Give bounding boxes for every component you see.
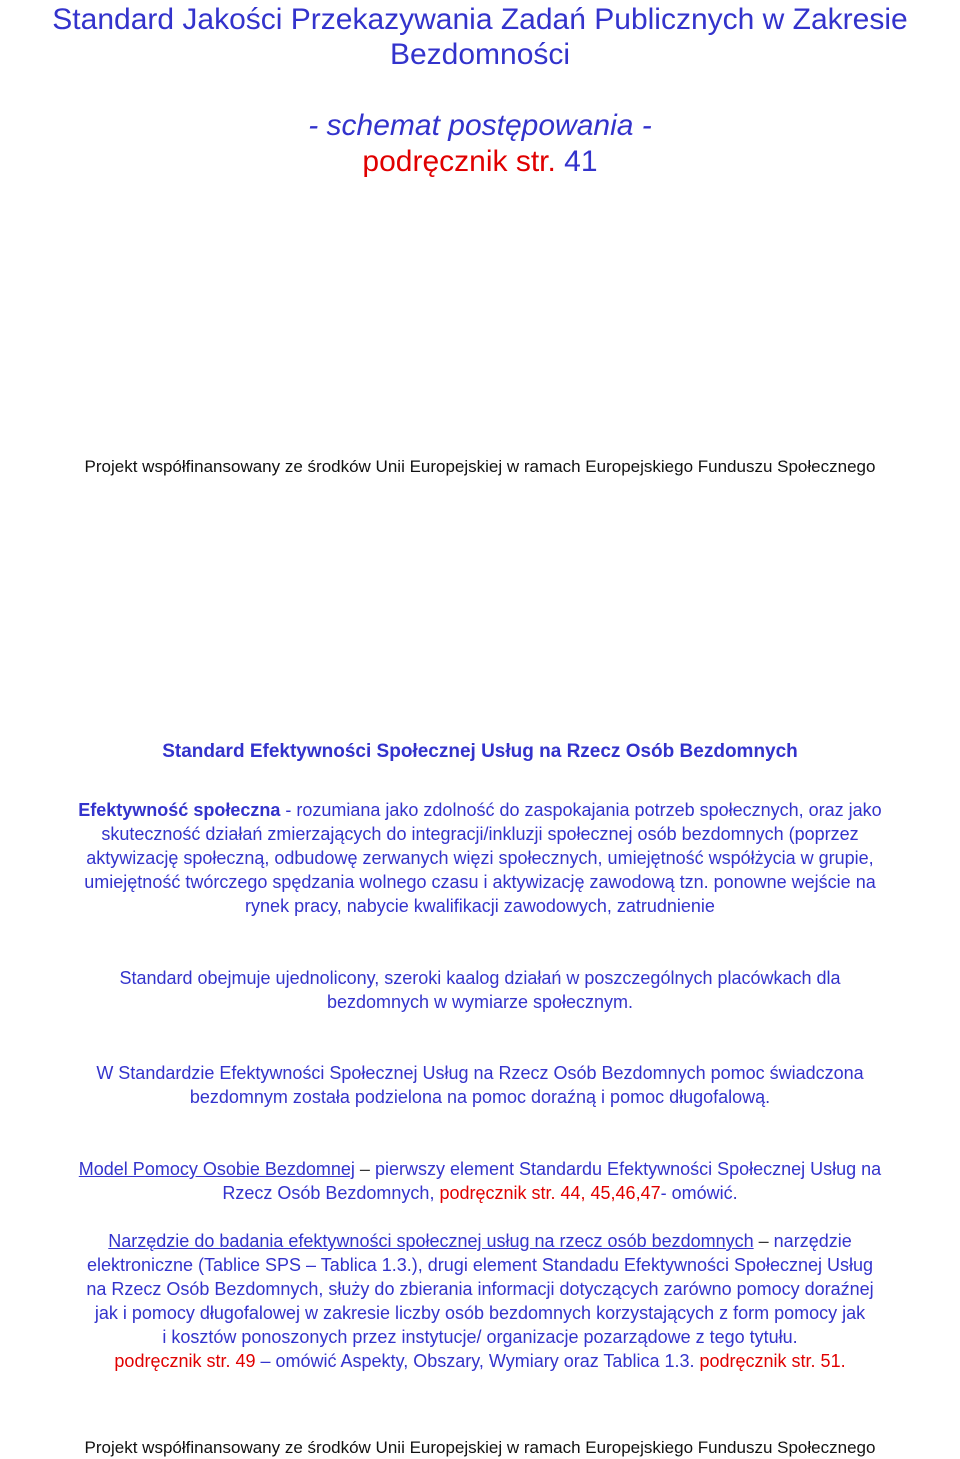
page-footer-1: Projekt współfinansowany ze środków Unii Europejskiej w ramach Europejskiego Funduszu Społecznego: [84, 457, 876, 476]
definition-line-2: skuteczność działań zmierzających do integracji/inkluzji społecznej osób bezdomnych (poprzez: [101, 824, 859, 844]
tool-line-1: [0, 1229, 960, 1253]
standard-scope-paragraph: [0, 966, 960, 1014]
scope-line-2: bezdomnych w wymiarze społecznym.: [326, 992, 634, 1012]
subtitle-page-number: 41: [555, 145, 598, 178]
tool-line-3: na Rzecz Osób Bezdomnych, służy do zbierania informacji dotyczących zarówno pomocy doraźnej: [86, 1279, 874, 1299]
definition-line-3: aktywizację społeczną, odbudowę zerwanych więzi społecznych, umiejętność współżycia w grupie,: [86, 848, 874, 868]
subtitle-line-2: [0, 144, 960, 180]
model-line-2: [0, 1181, 960, 1205]
title-line-1: Standard Jakości Przekazywania Zadań Publicznych w Zakresie: [52, 3, 908, 36]
model-paragraph: [0, 1157, 960, 1205]
definition-paragraph: [5, 798, 955, 918]
model-manual-ref: podręcznik str. 44, 45,46,47: [439, 1183, 661, 1203]
tool-paragraph: [0, 1229, 960, 1373]
subtitle-line-1: - schemat postępowania -: [308, 109, 652, 142]
help-line-1: W Standardzie Efektywności Społecznej Usług na Rzecz Osób Bezdomnych pomoc świadczona: [96, 1063, 864, 1083]
definition-line-1: [5, 798, 955, 822]
definition-line-4: umiejętność twórczego spędzania wolnego czasu i aktywizację zawodową tzn. ponowne wejście na: [84, 872, 876, 892]
tool-line-5: i kosztów ponoszonych przez instytucje/ organizacje pozarządowe z tego tytułu.: [162, 1327, 798, 1347]
help-line-2: bezdomnym została podzielona na pomoc doraźną i pomoc długofalową.: [189, 1087, 771, 1107]
tool-line-2: elektroniczne (Tablice SPS – Tablica 1.3.), drugi element Standadu Efektywności Społecznej Usług: [86, 1255, 874, 1275]
title-line-2: Bezdomności: [389, 38, 571, 71]
tool-link[interactable]: Narzędzie do badania efektywności społecznej usług na rzecz osób bezdomnych: [108, 1231, 754, 1251]
tool-manual-ref-1: podręcznik str. 49: [114, 1351, 256, 1371]
tool-text-mid: – omówić Aspekty, Obszary, Wymiary oraz Tablica 1.3.: [255, 1351, 700, 1371]
model-line-1: [0, 1157, 960, 1181]
definition-text: - rozumiana jako zdolność do zaspokajania potrzeb społecznych, oraz jako: [280, 800, 882, 820]
section-title: Standard Efektywności Społecznej Usług na Rzecz Osób Bezdomnych: [162, 741, 798, 762]
tool-line-6: [0, 1349, 960, 1373]
tool-text-1: narzędzie: [773, 1231, 852, 1251]
model-text-1: pierwszy element Standardu Efektywności Społecznej Usług na: [374, 1159, 882, 1179]
definition-line-5: rynek pracy, nabycie kwalifikacji zawodowych, zatrudnienie: [245, 896, 715, 916]
model-text-2: Rzecz Osób Bezdomnych,: [222, 1183, 440, 1203]
definition-term: Efektywność społeczna: [78, 800, 281, 820]
tool-dash: –: [753, 1231, 774, 1251]
subtitle-manual-ref: podręcznik str.: [362, 145, 556, 178]
scope-line-1: Standard obejmuje ujednolicony, szeroki kaalog działań w poszczególnych placówkach dla: [119, 968, 841, 988]
tool-line-4: jak i pomocy długofalowej w zakresie liczby osób bezdomnych korzystających z form pomocy jak: [94, 1303, 866, 1323]
tool-manual-ref-2: podręcznik str. 51.: [699, 1351, 846, 1371]
subtitle: [0, 108, 960, 180]
model-link[interactable]: Model Pomocy Osobie Bezdomnej: [78, 1159, 355, 1179]
page-footer-2: Projekt współfinansowany ze środków Unii Europejskiej w ramach Europejskiego Funduszu Społecznego: [84, 1438, 876, 1457]
document-title: [0, 2, 960, 72]
model-dash: –: [354, 1159, 375, 1179]
help-division-paragraph: [0, 1061, 960, 1109]
model-text-3: - omówić.: [660, 1183, 738, 1203]
